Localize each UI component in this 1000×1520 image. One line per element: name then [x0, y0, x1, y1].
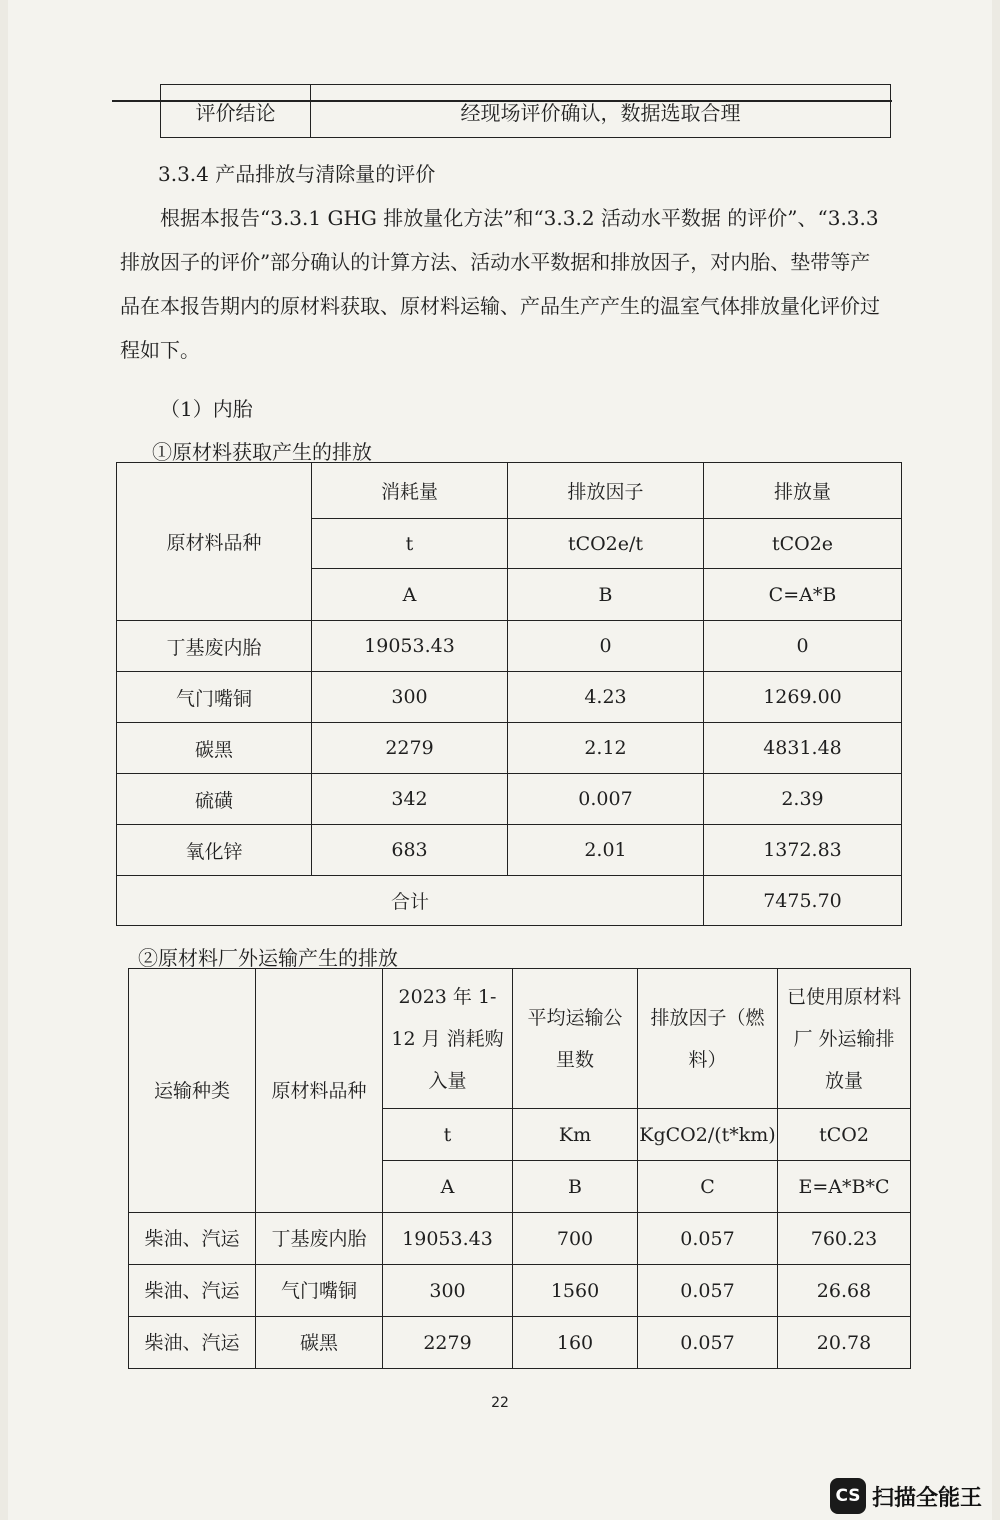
section-paragraph: 根据本报告“3.3.1 GHG 排放量化方法”和“3.3.2 活动水平数据 的评价”、“3.3.3 排放因子的评价”部分确认的计算方法、活动水平数据和排放因子，对内胎、垫带等产品在本报告期内的原材料获取、原材料运输、产品生产产生的温室气体排放量化评价过程如下。 — [120, 206, 880, 362]
raw-material-transport-table — [128, 968, 911, 1369]
table-row: 气门嘴铜 300 4.23 1269.00 — [117, 672, 902, 723]
unit-distance: Km — [513, 1109, 638, 1161]
header-consumption: 消耗量 — [312, 463, 508, 519]
unit-consumption: t — [312, 519, 508, 569]
subsection-inner-tube: （1）内胎 — [160, 397, 253, 421]
table-row: 柴油、汽运 丁基废内胎 19053.43 700 0.057 760.23 — [129, 1213, 911, 1265]
header-transport: 运输种类 — [129, 969, 256, 1213]
table-row: 碳黑 2279 2.12 4831.48 — [117, 723, 902, 774]
header-distance: 平均运输公里数 — [513, 969, 638, 1109]
total-label: 合计 — [117, 876, 704, 926]
unit-factor: KgCO2/(t*km) — [638, 1109, 778, 1161]
symbol-emission: E=A*B*C — [778, 1161, 911, 1213]
header-purchase: 2023 年 1-12 月 消耗购入量 — [383, 969, 513, 1109]
total-row — [117, 876, 902, 926]
unit-emission: tCO2 — [778, 1109, 911, 1161]
table-row: 柴油、汽运 碳黑 2279 160 0.057 20.78 — [129, 1317, 911, 1369]
subsection-raw-material-acquisition: ①原材料获取产生的排放 — [152, 440, 372, 464]
subsection-raw-material-transport: ②原材料厂外运输产生的排放 — [138, 946, 398, 970]
page-number: 22 — [491, 1395, 509, 1411]
total-value: 7475.70 — [704, 876, 902, 926]
header-emission: 已使用原材料厂 外运输排放量 — [778, 969, 911, 1109]
table-row: 柴油、汽运 气门嘴铜 300 1560 0.057 26.68 — [129, 1265, 911, 1317]
section-heading: 3.3.4 产品排放与清除量的评价 — [158, 162, 436, 186]
symbol-factor: B — [508, 569, 704, 621]
conclusion-label: 评价结论 — [161, 85, 311, 138]
table-row: 丁基废内胎 19053.43 0 0 — [117, 621, 902, 672]
conclusion-table — [160, 84, 891, 138]
unit-purchase: t — [383, 1109, 513, 1161]
header-factor: 排放因子（燃料） — [638, 969, 778, 1109]
header-material: 原材料品种 — [117, 463, 312, 621]
symbol-emission: C=A*B — [704, 569, 902, 621]
table-row: 氧化锌 683 2.01 1372.83 — [117, 825, 902, 876]
symbol-consumption: A — [312, 569, 508, 621]
unit-emission: tCO2e — [704, 519, 902, 569]
scanner-watermark — [830, 1478, 982, 1514]
symbol-distance: B — [513, 1161, 638, 1213]
conclusion-value: 经现场评价确认，数据选取合理 — [311, 85, 891, 138]
unit-factor: tCO2e/t — [508, 519, 704, 569]
header-factor: 排放因子 — [508, 463, 704, 519]
header-emission: 排放量 — [704, 463, 902, 519]
header-material: 原材料品种 — [256, 969, 383, 1213]
camscanner-logo-icon: CS — [830, 1478, 866, 1514]
table-row: 硫磺 342 0.007 2.39 — [117, 774, 902, 825]
symbol-purchase: A — [383, 1161, 513, 1213]
raw-material-acquisition-table — [116, 462, 902, 926]
symbol-factor: C — [638, 1161, 778, 1213]
watermark-text: 扫描全能王 — [872, 1485, 983, 1511]
